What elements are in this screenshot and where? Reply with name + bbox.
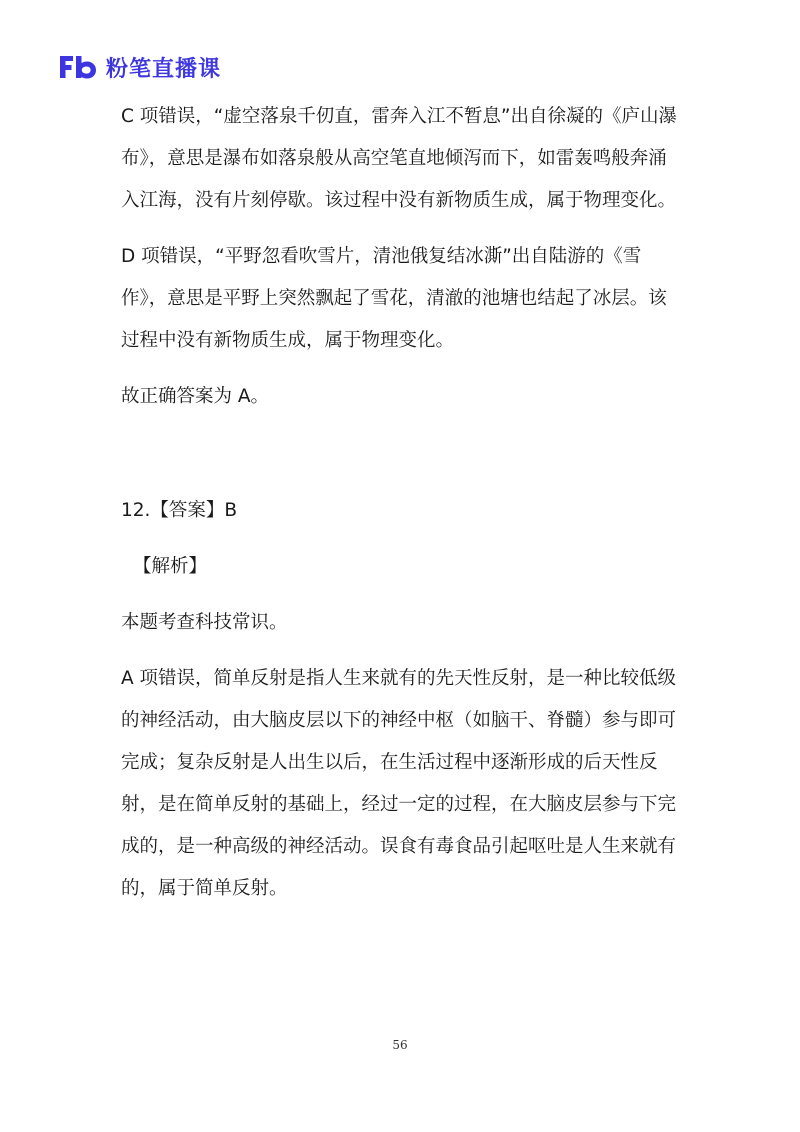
paragraph-option-a: A 项错误，简单反射是指人生来就有的先天性反射，是一种比较低级的神经活动，由大脑皮层以下的神经中枢（如脑干、脊髓）参与即可完成；复杂反射是人出生以后，在生活过程中逐渐形成的后天性反射，是在简单反射的基础上，经过一定的过程，在大脑皮层参与下完成的，是一种高级的神经活动。误食有毒食品引起呕吐是人生来就有的，属于简单反射。 [121,668,677,899]
paragraph-option-c: C 项错误，“虚空落泉千仞直，雷奔入江不暂息”出自徐凝的《庐山瀑布》，意思是瀑布如落泉般从高空笔直地倾泻而下，如雷轰鸣般奔涌入江海，没有片刻停歇。该过程中没有新物质生成，属于物理变化。 [121,106,677,211]
page-number: 56 [392,1038,408,1052]
question-12-topic: 本题考查科技常识。 [121,612,288,633]
fenbi-logo-icon [58,54,98,80]
header [58,50,221,84]
paragraph-option-d: D 项错误，“平野忽看吹雪片，清池俄复结冰澌”出自陆游的《雪作》，意思是平野上突然飘起了雪花，清澈的池塘也结起了冰层。该过程中没有新物质生成，属于物理变化。 [121,246,667,351]
question-12-analysis-label: 【解析】 [133,556,208,577]
brand-name: 粉笔直播课 [106,56,222,82]
paragraph-conclusion: 故正确答案为 A。 [121,386,270,407]
question-12-answer: 12.【答案】B [121,500,238,521]
page-content [121,96,681,910]
